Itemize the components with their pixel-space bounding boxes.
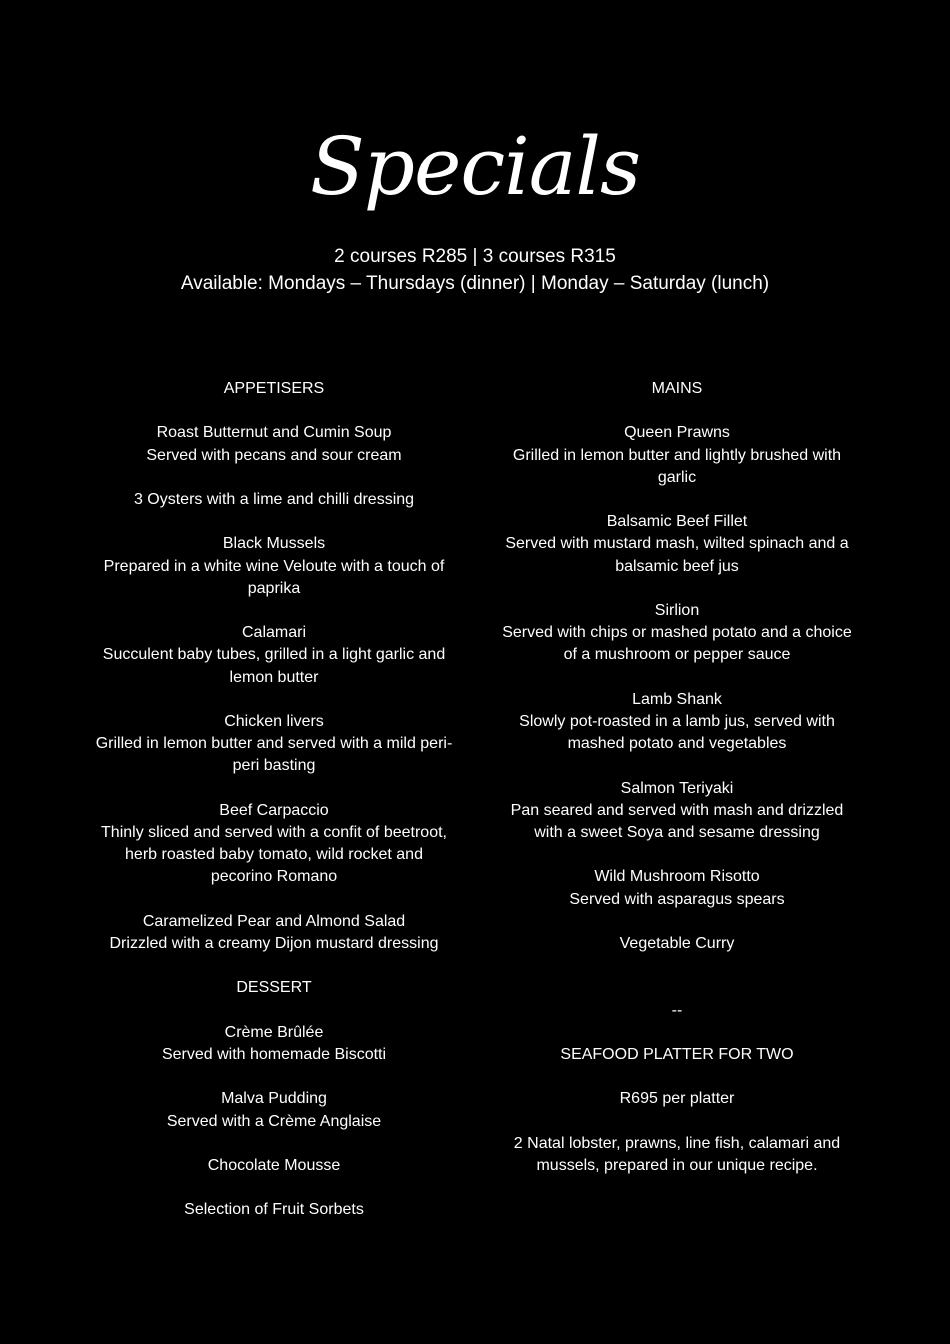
menu-item-name: Selection of Fruit Sorbets xyxy=(184,1201,364,1219)
menu-item xyxy=(94,711,454,778)
page-title: Specials xyxy=(309,120,641,213)
menu-item xyxy=(94,1199,454,1221)
menu-item-name: Queen Prawns xyxy=(624,424,730,442)
menu-item xyxy=(94,911,454,955)
menu-item-name: Malva Pudding xyxy=(221,1090,327,1108)
menu-item-description: Slowly pot-roasted in a lamb jus, served with mashed potato and vegetables xyxy=(519,712,835,753)
menu-item-name: Sirlion xyxy=(654,601,700,619)
menu-item-description: Served with mustard mash, wilted spinach and a balsamic beef jus xyxy=(505,535,849,575)
right-column xyxy=(496,378,858,1177)
menu-item-name: Calamari xyxy=(241,624,306,642)
menu-item xyxy=(94,489,454,511)
menu-item xyxy=(94,1022,454,1066)
left-column xyxy=(94,378,454,1222)
availability: Available: Mondays – Thursdays (dinner) | Monday – Saturday (lunch) xyxy=(180,273,770,294)
seafood-price: R695 per platter xyxy=(619,1090,735,1108)
section-separator: -- xyxy=(671,1001,683,1019)
seafood-description: 2 Natal lobster, prawns, line fish, calamari and mussels, prepared in our unique recipe. xyxy=(513,1134,841,1174)
menu-item xyxy=(94,622,454,689)
menu-item-name: Lamb Shank xyxy=(632,690,722,708)
menu-item-name: Balsamic Beef Fillet xyxy=(606,513,748,531)
menu-item-description: Drizzled with a creamy Dijon mustard dressing xyxy=(109,934,439,952)
menu-item xyxy=(496,422,858,489)
menu-item-description: Succulent baby tubes, grilled in a light garlic and lemon butter xyxy=(102,646,446,686)
menu-item-name: Caramelized Pear and Almond Salad xyxy=(142,912,406,930)
menu-item-description: Served with chips or mashed potato and a choice of a mushroom or pepper sauce xyxy=(502,624,852,664)
menu-item-description: Served with pecans and sour cream xyxy=(146,446,402,464)
menu-item xyxy=(94,800,454,889)
menu-item-name: Chocolate Mousse xyxy=(207,1156,341,1174)
menu-item-description: Served with asparagus spears xyxy=(569,890,785,908)
menu-item xyxy=(496,866,858,910)
menu-item-description: Served with homemade Biscotti xyxy=(161,1045,387,1063)
menu-item xyxy=(496,933,858,955)
menu-item xyxy=(496,778,858,845)
menu-item-name: Salmon Teriyaki xyxy=(620,779,734,797)
seafood-heading: SEAFOOD PLATTER FOR TWO xyxy=(560,1045,794,1063)
menu-item xyxy=(94,1088,454,1132)
menu-item-description: Pan seared and served with mash and drizzled with a sweet Soya and sesame dressing xyxy=(510,801,844,841)
menu-item xyxy=(94,422,454,466)
menu-item-name: 3 Oysters with a lime and chilli dressing xyxy=(133,490,415,508)
menu-item-name: Vegetable Curry xyxy=(619,934,735,952)
menu-item-name: Crème Brûlée xyxy=(224,1023,324,1041)
menu-item-name: Roast Butternut and Cumin Soup xyxy=(156,424,392,442)
pricing-block xyxy=(0,243,950,297)
menu-item-description: Grilled in lemon butter and served with a mild peri-peri basting xyxy=(95,735,453,775)
menu-item-description: Prepared in a white wine Veloute with a touch of paprika xyxy=(103,557,445,597)
menu-item xyxy=(496,600,858,667)
menu-item-name: Wild Mushroom Risotto xyxy=(594,868,760,886)
dessert-heading: DESSERT xyxy=(236,979,312,997)
menu-item xyxy=(94,1155,454,1177)
appetisers-heading: APPETISERS xyxy=(223,380,325,397)
menu-item-name: Beef Carpaccio xyxy=(219,801,329,819)
menu-item xyxy=(496,689,858,756)
menu-item-name: Chicken livers xyxy=(224,712,324,730)
menu-item-description: Served with a Crème Anglaise xyxy=(166,1112,382,1130)
menu-item-description: Grilled in lemon butter and lightly brushed with garlic xyxy=(512,446,842,486)
menu-item-name: Black Mussels xyxy=(222,535,326,553)
course-pricing: 2 courses R285 | 3 courses R315 xyxy=(334,246,616,267)
menu-item xyxy=(94,533,454,600)
menu-item-description: Thinly sliced and served with a confit of beetroot, herb roasted baby tomato, wild rocket and pecorino Romano xyxy=(101,823,447,886)
menu-item xyxy=(496,511,858,578)
mains-heading: MAINS xyxy=(651,380,703,397)
